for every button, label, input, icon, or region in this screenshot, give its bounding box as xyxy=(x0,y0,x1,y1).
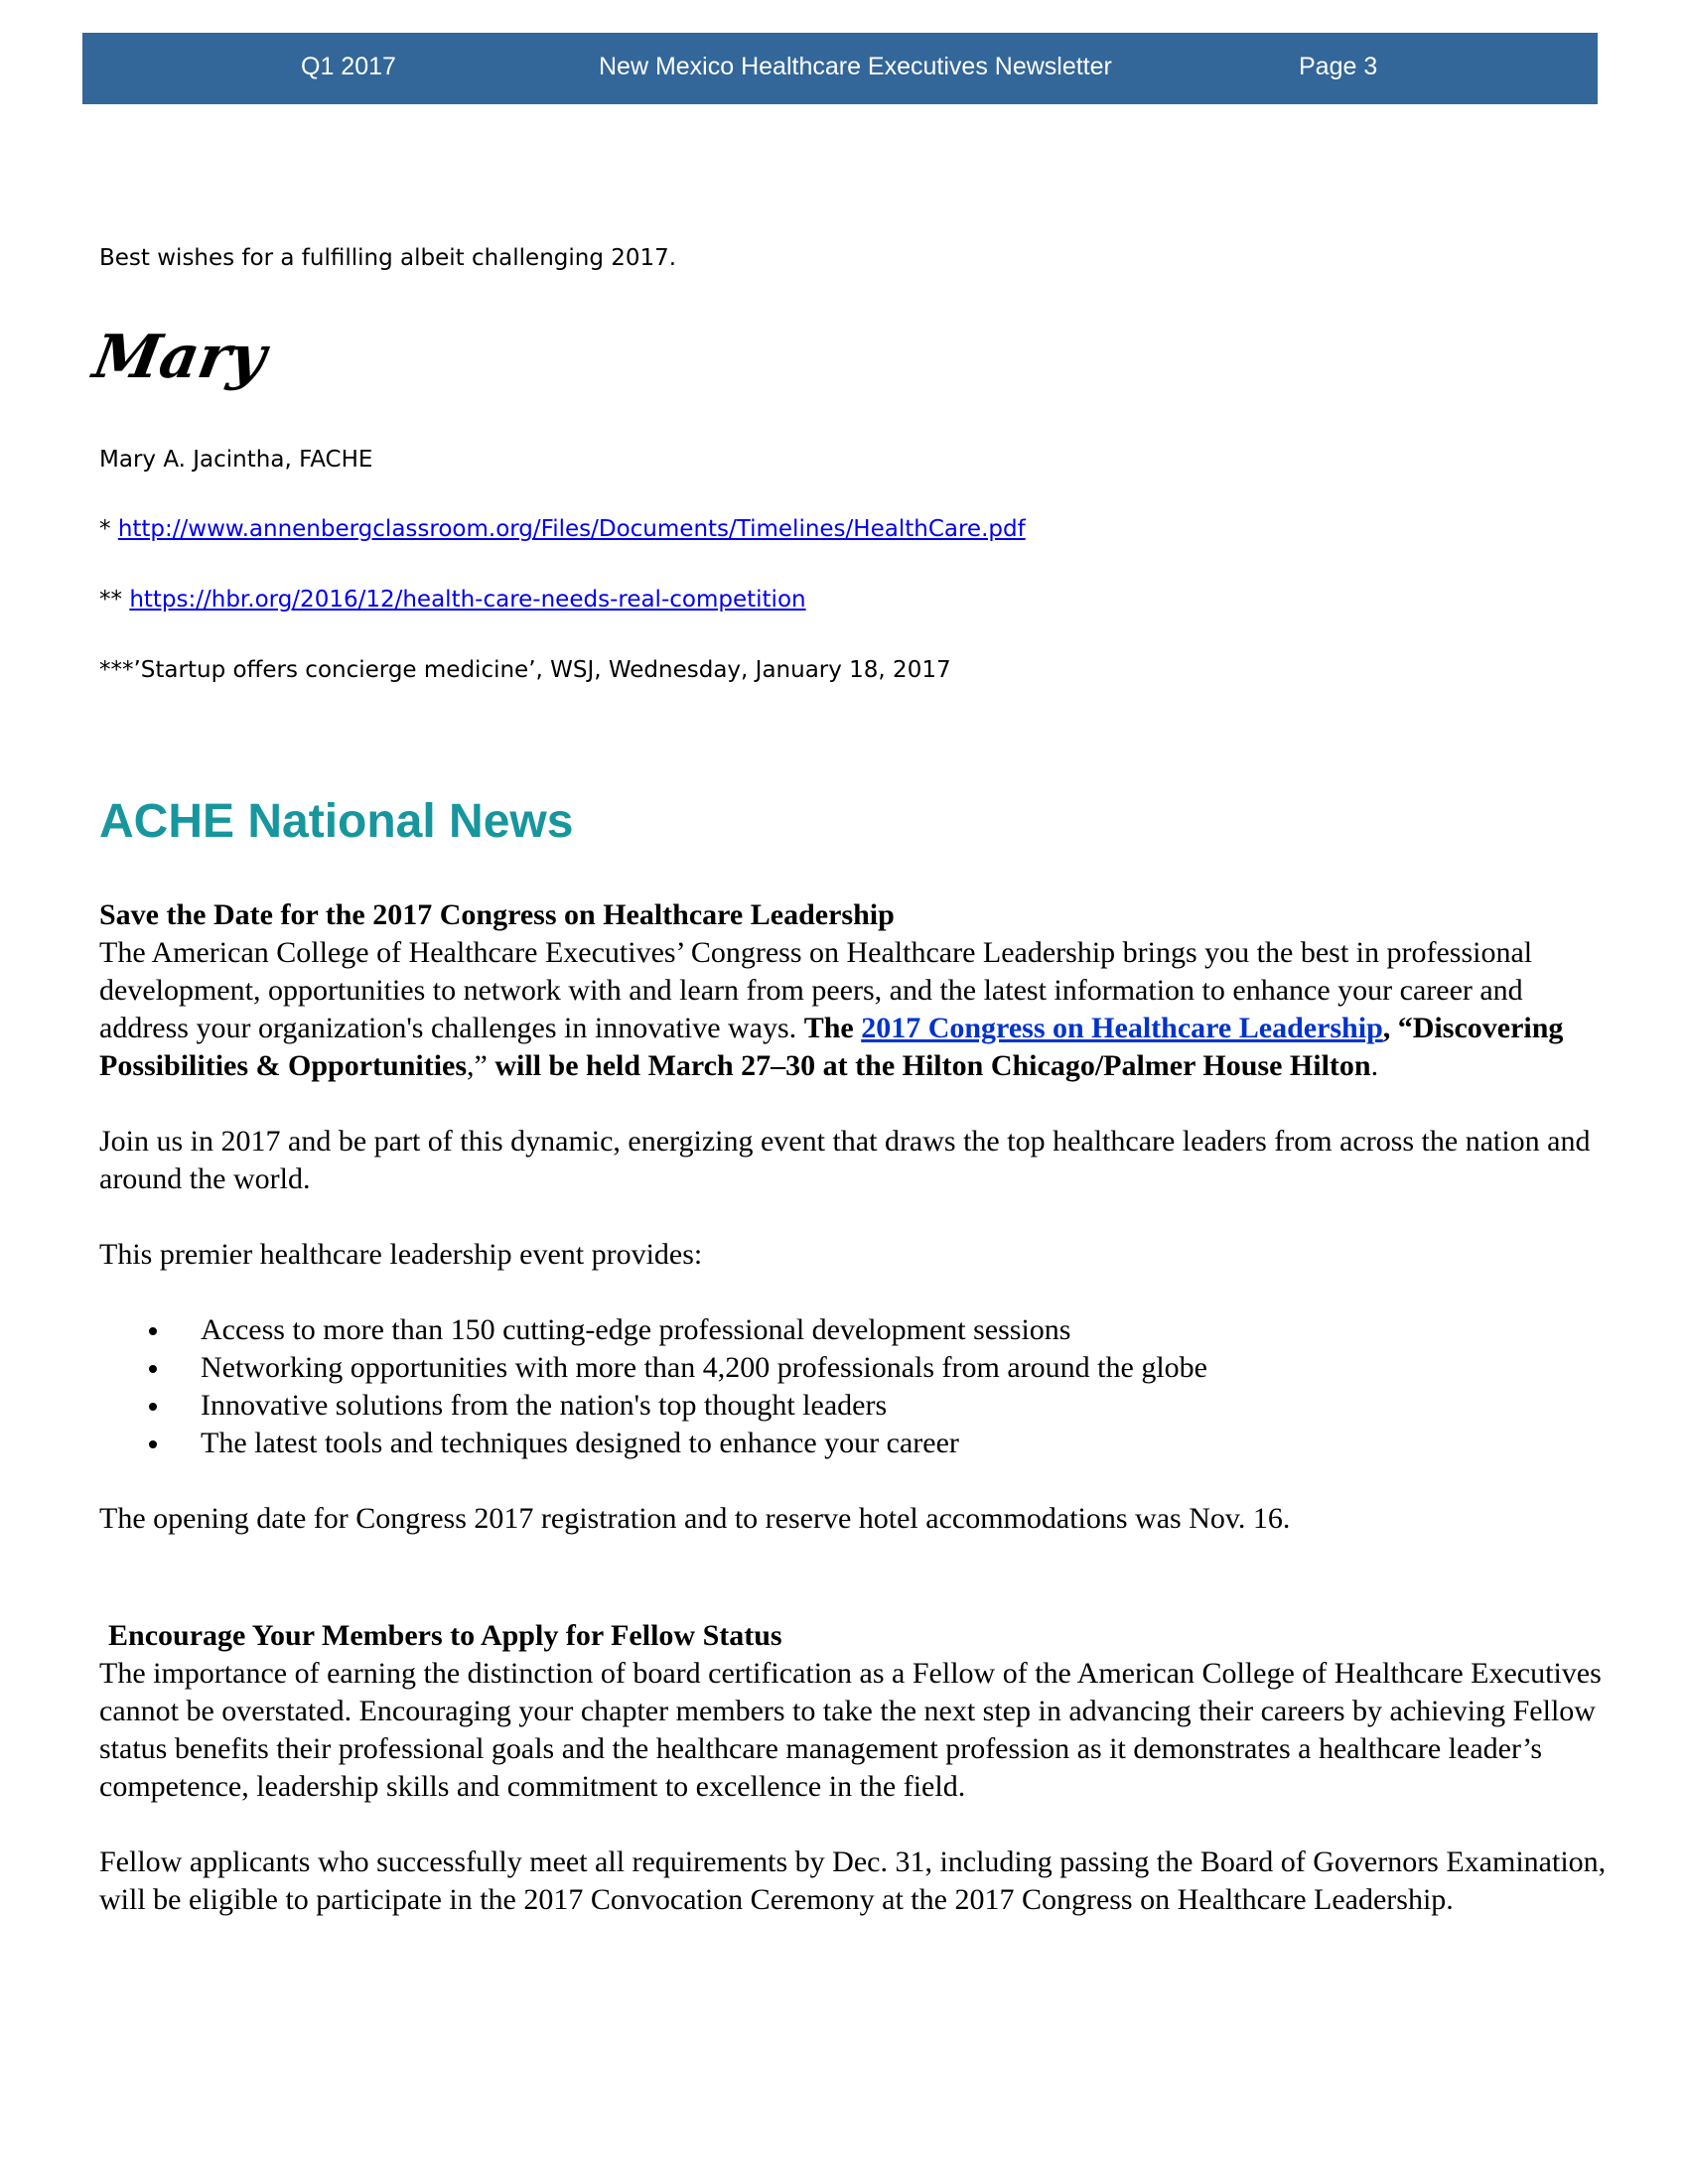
footnote-1-link[interactable]: http://www.annenbergclassroom.org/Files/Documents/Timelines/HealthCare.pdf xyxy=(117,516,1026,542)
header-quarter: Q1 2017 xyxy=(301,53,396,80)
list-item: Access to more than 150 cutting-edge professional development sessions xyxy=(201,1311,1609,1349)
list-item: Innovative solutions from the nation's top thought leaders xyxy=(201,1387,1609,1425)
fellow-paragraph-2: Fellow applicants who successfully meet all requirements by Dec. 31, including passing the Board of Governors Examination, will be eligible to participate in the 2017 Convocation Ceremony at the 2017 Congress on Healthcare Leadership. xyxy=(99,1845,1607,1916)
congress-join: Join us in 2017 and be part of this dynamic, energizing event that draws the top healthcare leaders from across the nation and around the world. xyxy=(99,1125,1591,1195)
section-heading: ACHE National News xyxy=(99,795,574,848)
congress-section xyxy=(99,896,1609,1538)
footnote-2-link[interactable]: https://hbr.org/2016/12/health-care-needs-real-competition xyxy=(129,587,806,613)
fellow-paragraph-1: The importance of earning the distinction of board certification as a Fellow of the American College of Healthcare Executives cannot be overstated. Encouraging your chapter members to take the next step in advancing their careers by achieving Fellow status benefits their professional goals and the healthcare management profession as it demonstrates a healthcare leader’s competence, leadership skills and commitment to excellence in the field. xyxy=(99,1657,1602,1803)
newsletter-header xyxy=(82,33,1598,104)
congress-intro-paragraph xyxy=(99,934,1609,1085)
footnote-2-marker: ** xyxy=(99,587,122,613)
footnote-1 xyxy=(99,516,1026,542)
header-title: New Mexico Healthcare Executives Newsletter xyxy=(599,53,1112,80)
congress-theme: , “Discovering Possibilities & Opportunities xyxy=(99,1012,1564,1082)
signature: Mary xyxy=(87,323,271,392)
congress-opening-date: The opening date for Congress 2017 registration and to reserve hotel accommodations was Nov. 16. xyxy=(99,1502,1291,1535)
congress-link[interactable]: 2017 Congress on Healthcare Leadership xyxy=(861,1012,1383,1044)
footnote-3: ***’Startup offers concierge medicine’, WSJ, Wednesday, January 18, 2017 xyxy=(99,657,951,683)
congress-dates-venue: will be held March 27–30 at the Hilton Chicago/Palmer House Hilton xyxy=(494,1049,1371,1082)
signer-name: Mary A. Jacintha, FACHE xyxy=(99,447,373,473)
header-page-number: Page 3 xyxy=(1299,53,1378,80)
fellow-section xyxy=(99,1617,1609,1919)
list-item: The latest tools and techniques designed to enhance your career xyxy=(201,1425,1609,1462)
congress-period: . xyxy=(1370,1049,1379,1082)
fellow-subheading: Encourage Your Members to Apply for Fellow Status xyxy=(108,1619,782,1652)
footnote-1-marker: * xyxy=(99,516,111,542)
congress-subheading: Save the Date for the 2017 Congress on Healthcare Leadership xyxy=(99,898,895,931)
congress-benefits-list xyxy=(99,1311,1609,1462)
congress-intro: The American College of Healthcare Executives’ Congress on Healthcare Leadership brings you the best in professional development, opportunities to network with and learn from peers, and the latest information to enhance your career and address your organization's challenges in innovative ways. xyxy=(99,936,1533,1044)
footnote-2 xyxy=(99,587,806,613)
closing-line: Best wishes for a fulfilling albeit challenging 2017. xyxy=(99,245,677,271)
congress-comma-quote: ,” xyxy=(467,1049,495,1082)
congress-bold-the: The xyxy=(803,1012,862,1044)
congress-provides-intro: This premier healthcare leadership event provides: xyxy=(99,1238,703,1271)
list-item: Networking opportunities with more than 4,200 professionals from around the globe xyxy=(201,1349,1609,1387)
